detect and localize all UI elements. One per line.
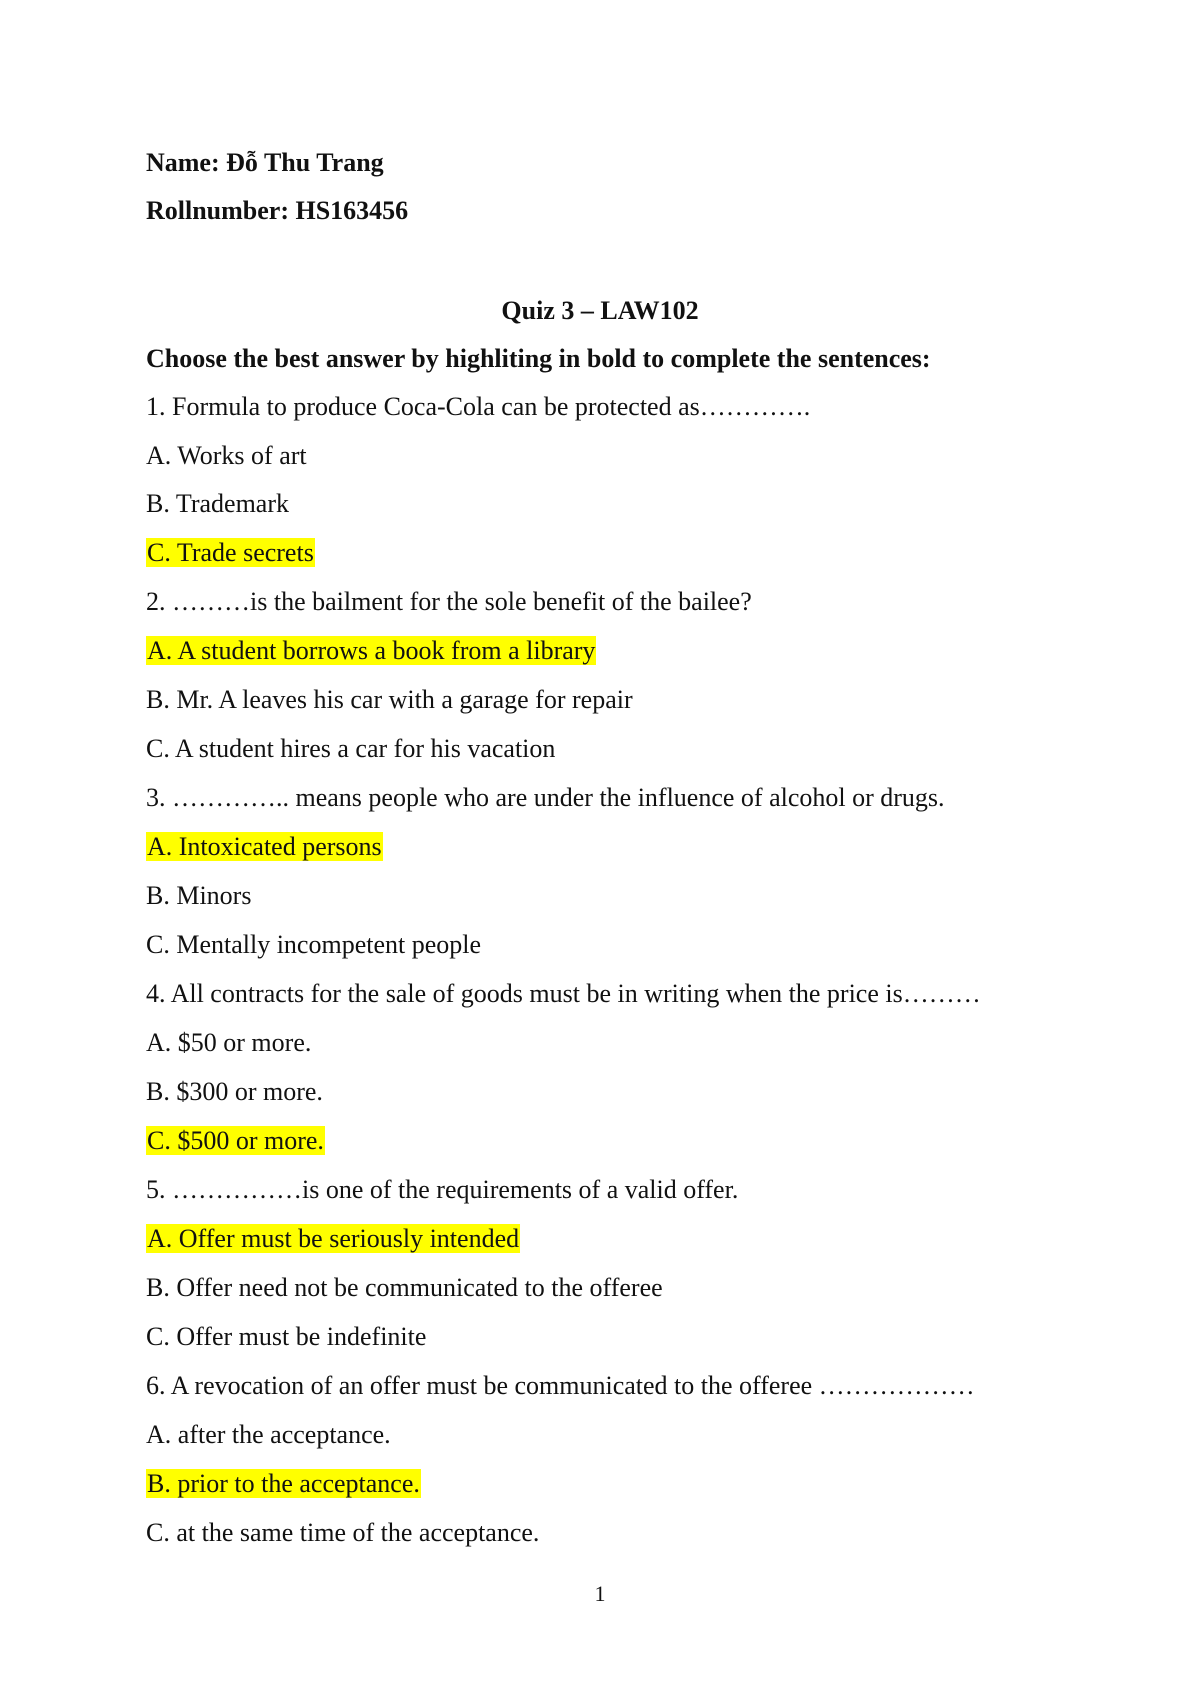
q3-option-a	[146, 830, 383, 864]
student-name	[146, 146, 384, 180]
q5-option-a	[146, 1222, 520, 1256]
q4-option-b: B. $300 or more.	[146, 1077, 323, 1106]
question-4: 4. All contracts for the sale of goods must be in writing when the price is………	[146, 979, 981, 1008]
q6-option-a: A. after the acceptance.	[146, 1420, 391, 1449]
roll-value: HS163456	[295, 196, 409, 225]
q5-option-c: C. Offer must be indefinite	[146, 1322, 427, 1351]
question-3: 3. ………….. means people who are under the influence of alcohol or drugs.	[146, 783, 945, 812]
q1-option-a: A. Works of art	[146, 441, 307, 470]
roll-label: Rollnumber:	[146, 196, 289, 225]
instruction-text: Choose the best answer by highliting in bold to complete the sentences:	[146, 344, 931, 373]
name-value: Đỗ Thu Trang	[226, 148, 384, 177]
question-6: 6. A revocation of an offer must be communicated to the offeree ………………	[146, 1371, 975, 1400]
name-label: Name:	[146, 148, 220, 177]
question-2: 2. ………is the bailment for the sole benefit of the bailee?	[146, 587, 752, 616]
q4-option-a: A. $50 or more.	[146, 1028, 312, 1057]
q4-option-c	[146, 1124, 325, 1158]
answer-highlight: A. Offer must be seriously intended	[147, 1224, 520, 1253]
q2-option-a	[146, 634, 596, 668]
q1-option-b: B. Trademark	[146, 489, 289, 518]
roll-number	[146, 194, 408, 228]
page-number: 1	[594, 1581, 606, 1606]
answer-highlight: C. $500 or more.	[147, 1126, 324, 1155]
question-5: 5. ……………is one of the requirements of a valid offer.	[146, 1175, 739, 1204]
q3-option-c: C. Mentally incompetent people	[146, 930, 482, 959]
q1-option-c	[146, 536, 315, 570]
q2-option-b: B. Mr. A leaves his car with a garage for repair	[146, 685, 633, 714]
q3-option-b: B. Minors	[146, 881, 252, 910]
question-1: 1. Formula to produce Coca-Cola can be protected as………….	[146, 392, 811, 421]
q2-option-c: C. A student hires a car for his vacation	[146, 734, 556, 763]
quiz-title: Quiz 3 – LAW102	[501, 296, 699, 325]
q6-option-b	[146, 1467, 421, 1501]
answer-highlight: B. prior to the acceptance.	[147, 1469, 420, 1498]
answer-highlight: A. A student borrows a book from a library	[147, 636, 596, 665]
answer-highlight: C. Trade secrets	[147, 538, 314, 567]
q6-option-c: C. at the same time of the acceptance.	[146, 1518, 540, 1547]
q5-option-b: B. Offer need not be communicated to the offeree	[146, 1273, 663, 1302]
answer-highlight: A. Intoxicated persons	[147, 832, 382, 861]
